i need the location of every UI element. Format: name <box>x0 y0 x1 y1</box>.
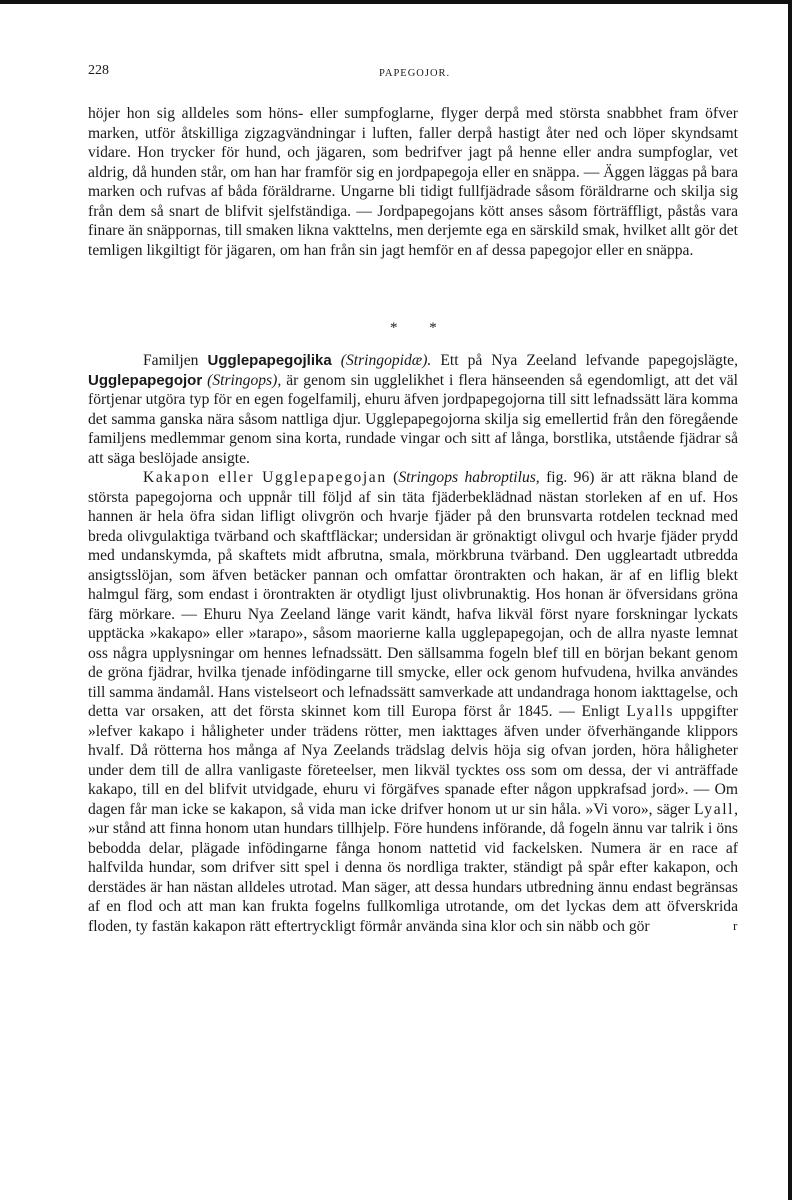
author-lyalls: Lyalls <box>626 703 675 720</box>
family-name: Ugglepapegojlika <box>207 352 332 369</box>
species-name: Kakapon eller Ugglepapegojan <box>143 469 387 486</box>
paragraph-3-text-c: , »ur stånd att finna honom utan hundars tillhjelp. Före hundens införande, då fogeln ännu var talrik i öns bebodda delar, plägade infödingarne fånga honom nattetid vid fackelsken. Numera är en race af halfvilda hundar, som drifver sitt spel i denna ös nordliga trakter, ständigt på spår efter kakapon, och derstädes är han nästan alldeles utrotad. Man säger, att dessa hundars utbredning ännu endast begränsas af en flod och att man kan frukta fogelns fullkomliga utrotande, om det lyckas dem att öfverskrida floden, ty fastän kakapon rätt eftertryckligt förmår använda sina klor och sin näbb och gör <box>88 800 738 935</box>
paragraph-2 <box>88 351 738 468</box>
genus-latin: (Stringops), <box>202 371 282 389</box>
scan-top-edge <box>0 0 792 4</box>
page-number: 228 <box>88 63 109 78</box>
paragraph-2-text-b: är genom sin ugglelikhet i flera hänseenden så egendomligt, att det väl förtjenar utgöra typ för en egen fogelfamilj, ehuru äfven jordpapegojorna till sitt lefnadssätt lära komma det samma ganska nära såsom nattliga djur. Ugglepapegojorna skilja sig emellertid från den föregående familjens medlemmar genom sina korta, rundade vingar och sitt af långa, borstlika, utstående fjädrar så att säga beslöjade ansigte. <box>88 371 738 467</box>
species-latin: Stringops habroptilus, <box>398 469 540 486</box>
family-intro: Familjen <box>143 352 208 369</box>
body-text <box>88 351 738 936</box>
author-lyall: Lyall <box>694 800 735 818</box>
paragraph-2-text-a: Ett på Nya Zeeland lefvande papegojslägte, <box>431 352 739 369</box>
paragraph-3-text-b: uppgifter »lefver kakapo i håligheter under trädens rötter, men iakttages äfven under öfverhängande klippors hvalf. Då rötterna hos många af Nya Zeelands trädslag delvis höja sig ofvan jorden, höra håligheter under dem till de allra vanligaste företeelser, men likväl tycktes oss som om dessa, der vi anträffade kakapo, till en del blifvit utvidgade, ehuru vi förgäfves spanade efter någon uppkrafsad jord». — Om dagen får man icke se kakapon, så vida man icke drifver honom ut ur sin håla. »Vi voro», säger <box>88 703 738 818</box>
running-head: PAPEGOJOR. <box>379 68 451 79</box>
paragraph-1-text: höjer hon sig alldeles som höns- eller sumpfoglarne, flyger derpå med största snabbhet fram öfver marken, utför åtskilliga zigzagvändningar i luften, faller derpå hastigt åter ned och löper skyndsamt vidare. Hon trycker för hund, och jägaren, som bedrifver jagt på henne eller andra sumpfoglar, vet aldrig, då hunden står, om han har framför sig en jordpapegoja eller en snäppa. — Äggen läggas på bara marken och rufvas af båda föräldrarne. Ungarne bli tidigt fullfjädrade såsom föräldrarne och skilja sig från dem så snart de blifvit sjelfständiga. — Jordpapegojans kött anses såsom förträffligt, påstås vara finare än snäppornas, till smaken likna vakttelns, men derjemte ega en särskild smak, hvilket allt gör det temligen likgiltigt för jägaren, om han från sin jagt hemför en af dessa papegojor eller en snäppa. <box>88 105 738 259</box>
genus-name: Ugglepapegojor <box>88 371 203 389</box>
paragraph-3-text-a: fig. 96) är att räkna bland de största papegojorna och uppnår till följd af sin täta fjäderbeklädnad nästan storleken af en uf. Hos hannen är hela öfra sidan lifligt olivgrön och hvarje fjäder på den brunsvarta rotdelen tecknad med breda olivgulaktiga tvärband och skaftfläckar; undersidan är grönaktigt olivgul och hvarje fjäder prydd med undanskymda, på skaftets midt afbrutna, smala, mörkbruna tvärband. Den uggleartadt utbredda ansigtsslöjan, som äfven betäcker pannan och omfattar örontrakten och hakan, är af en liflig blekt halmgul färg, som endast i örontrakten är otydligt ljust olivbrunaktig. Hos honan är öfversidans gröna färg mörkare. — Ehuru Nya Zeeland länge varit kändt, hafva likväl först nyare forskningar lyckats upptäcka »kakapo» eller »tarapo», såsom maorierne kalla ugglepapegojan, och de allra nyaste lemnat oss några upplysningar om hennes lefnadssätt. Den sällsamma fogeln blef till en början bekant genom de gröna fjädrar, hvilka tjenade infödingarne till smycke, eller ock genom hufvudena, hvilka användes till samma ändamål. Hans vistelseort och lefnadssätt samverkade att undandraga honom iakttagelse, och detta var orsaken, att det första skinnet kom till Europa först år 1845. — Enligt <box>88 469 739 720</box>
open-paren: ( <box>386 469 399 486</box>
family-latin: (Stringopidæ). <box>331 352 432 369</box>
margin-mark: r <box>733 918 738 933</box>
section-break: * * <box>390 320 451 336</box>
paragraph-3 <box>88 468 738 936</box>
paragraph-1 <box>88 104 738 260</box>
scan-right-edge <box>788 0 792 1200</box>
